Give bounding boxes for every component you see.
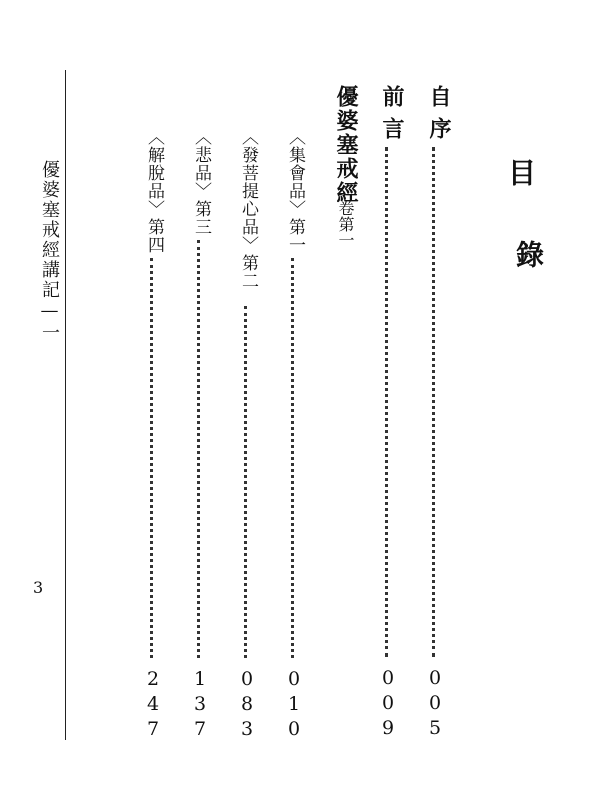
toc-heading-first-char: 目 [504, 158, 537, 186]
leader-dots [150, 258, 157, 658]
toc-entry-page: 010 [283, 668, 305, 743]
running-title: 優婆塞戒經講記—一 [39, 160, 60, 343]
toc-entry-page: 247 [142, 668, 164, 743]
leader-dots [432, 147, 439, 657]
toc-heading-second-char: 錄 [512, 240, 545, 268]
toc-entry-label: 〈發菩提心品〉第二 [238, 128, 258, 290]
toc-entry-label: 〈解脫品〉第四 [144, 128, 164, 254]
toc-entry-page: 083 [236, 668, 258, 743]
leader-dots [244, 306, 251, 658]
toc-entry-page: 009 [377, 667, 399, 742]
toc-entry-page: 137 [189, 668, 211, 743]
leader-dots [197, 240, 204, 658]
leader-dots [385, 147, 392, 657]
toc-entry-label: 自序 [426, 85, 452, 149]
toc-entry-label: 〈集會品〉第一 [285, 128, 305, 254]
sutra-title: 優婆塞戒經 [333, 85, 359, 205]
margin-rule [65, 70, 66, 740]
toc-entry-label: 前言 [379, 85, 405, 149]
toc-entry-label: 〈悲品〉第三 [191, 128, 211, 236]
fascicle-label: 卷第一 [336, 200, 355, 248]
toc-entry-page: 005 [424, 667, 446, 742]
page-number: 3 [33, 578, 44, 597]
leader-dots [291, 258, 298, 658]
